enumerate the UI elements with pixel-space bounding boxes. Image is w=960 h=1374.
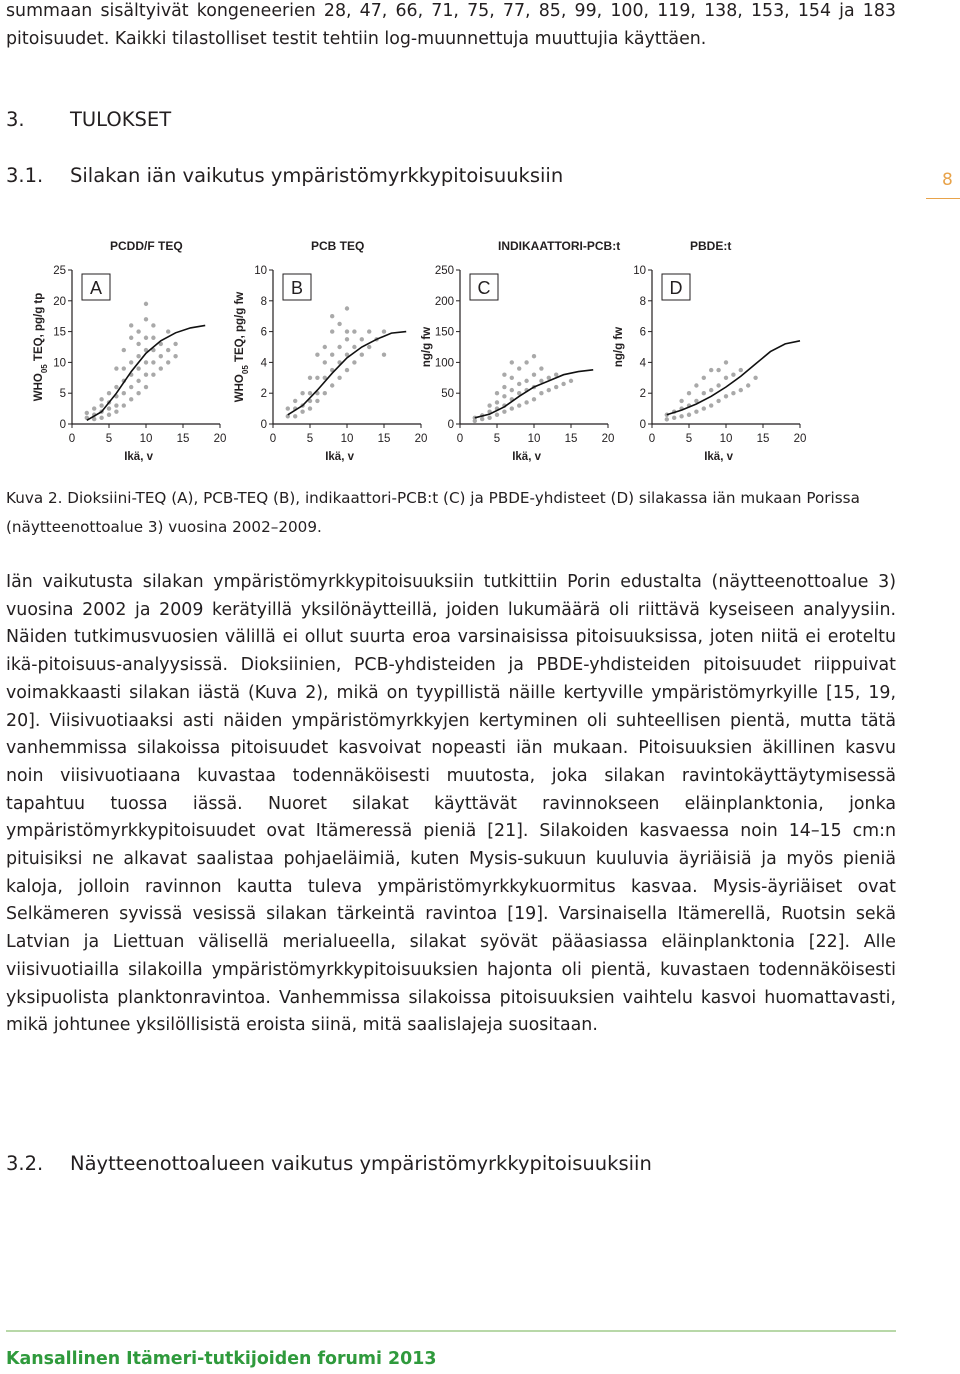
page-number-rule: [926, 198, 960, 199]
panel-d-data-point: [709, 388, 713, 392]
section-3-number: 3.: [6, 108, 25, 131]
panel-a-data-point: [136, 329, 140, 333]
panel-b-data-point: [323, 345, 327, 349]
panel-a-data-point: [122, 391, 126, 395]
panel-b-x-label: Ikä, v: [325, 451, 354, 463]
panel-b-x-tick-label: 15: [377, 433, 391, 445]
panel-b-title: PCB TEQ: [311, 239, 365, 253]
panel-c-data-point: [502, 373, 506, 377]
panel-c-x-tick-label: 0: [456, 433, 464, 445]
panel-a-y-tick-label: 5: [59, 388, 66, 401]
figure-caption: Kuva 2. Dioksiini-TEQ (A), PCB-TEQ (B), indikaattori-PCB:t (C) ja PBDE-yhdisteet (D) silakassa iän mukaan Porissa (näytteenottoalue 3) vuosina 2002–2009.: [6, 489, 860, 536]
panel-a-data-point: [85, 411, 89, 415]
panel-a-data-point: [129, 336, 133, 340]
panel-b-data-point: [300, 409, 304, 413]
panel-b-data-point: [367, 329, 371, 333]
panel-a-data-point: [107, 406, 111, 410]
panel-d-data-point: [716, 383, 720, 387]
panel-c-data-point: [524, 360, 528, 364]
panel-c-data-point: [532, 373, 536, 377]
panel-c-y-tick-label: 100: [434, 357, 454, 370]
panel-c-data-point: [517, 403, 521, 407]
section-3-title: TULOKSET: [70, 108, 172, 131]
panel-c-data-point: [487, 416, 491, 420]
panel-d-x-tick-label: 5: [685, 433, 693, 445]
panel-d-x-tick-label: 10: [719, 433, 733, 445]
panel-a-x-label: Ikä, v: [124, 451, 153, 463]
panel-b-y-tick-label: 4: [260, 357, 267, 370]
panel-d-data-point: [679, 399, 683, 403]
panel-c-x-tick-label: 10: [527, 433, 541, 445]
panel-a-data-point: [136, 391, 140, 395]
panel-a-data-point: [166, 329, 170, 333]
panel-a-data-point: [122, 348, 126, 352]
panel-a-data-point: [144, 336, 148, 340]
panel-b-data-point: [382, 353, 386, 357]
panel-d-y-tick-label: 8: [639, 295, 646, 308]
panel-a-x-tick-label: 0: [68, 433, 76, 445]
panel-c-data-point: [524, 400, 528, 404]
panel-a-data-point: [136, 354, 140, 358]
panel-d-y-tick-label: 4: [639, 357, 646, 370]
panel-a-y-tick-label: 15: [53, 326, 66, 339]
panel-d-data-point: [709, 368, 713, 372]
panel-b-data-point: [330, 353, 334, 357]
panel-c-data-point: [547, 376, 551, 380]
panel-d-data-point: [739, 368, 743, 372]
panel-b-data-point: [345, 337, 349, 341]
panel-c-data-point: [554, 385, 558, 389]
panel-a-data-point: [159, 354, 163, 358]
panel-d-data-point: [672, 416, 676, 420]
panel-a-data-point: [136, 379, 140, 383]
panel-a-y-tick-label: 25: [53, 265, 66, 277]
panel-a-data-point: [151, 373, 155, 377]
panel-c-data-point: [510, 406, 514, 410]
panel-c-data-point: [561, 382, 565, 386]
section-31-heading: [6, 164, 564, 187]
panel-d-y-tick-label: 6: [639, 326, 646, 339]
panel-c-data-point: [554, 373, 558, 377]
panel-d-data-point: [702, 391, 706, 395]
panel-c-data-point: [517, 382, 521, 386]
panel-b-data-point: [293, 414, 297, 418]
panel-a-data-point: [136, 366, 140, 370]
panel-b-data-point: [360, 337, 364, 341]
panel-c-x-tick-label: 15: [564, 433, 578, 445]
panel-b-data-point: [308, 406, 312, 410]
panel-b-data-point: [360, 353, 364, 357]
panel-d-data-point: [694, 383, 698, 387]
panel-d-data-point: [709, 403, 713, 407]
panel-b-data-point: [323, 360, 327, 364]
section-31-title: Silakan iän vaikutus ympäristömyrkkypitoisuuksiin: [70, 164, 564, 187]
panel-a-data-point: [114, 409, 118, 413]
panel-d-data-point: [731, 373, 735, 377]
panel-c-y-tick-label: 50: [441, 388, 454, 401]
panel-c-data-point: [524, 379, 528, 383]
panel-b-data-point: [337, 322, 341, 326]
panel-c-data-point: [510, 388, 514, 392]
intro-paragraph: summaan sisältyivät kongeneerien 28, 47, 66, 71, 75, 77, 85, 99, 100, 119, 138, 153, 154 ja 183 pitoisuudet. Kaikki tilastolliset testit tehtiin log-muunnettuja muuttujia käyttäen.: [6, 1, 896, 49]
panel-b-x-tick-label: 10: [340, 433, 354, 445]
panel-b-letter: B: [290, 278, 304, 298]
panel-d-x-tick-label: 20: [793, 433, 807, 445]
panel-d-letter: D: [669, 278, 683, 298]
panel-c-data-point: [532, 354, 536, 358]
panel-a-data-point: [159, 366, 163, 370]
panel-b-data-point: [300, 391, 304, 395]
panel-d-data-point: [702, 406, 706, 410]
panel-a-data-point: [151, 360, 155, 364]
panel-d-y-label: ng/g fw: [613, 326, 625, 368]
section-3-heading: [6, 108, 172, 131]
panel-a-data-point: [173, 354, 177, 358]
panel-c-data-point: [495, 391, 499, 395]
panel-a-data-point: [114, 366, 118, 370]
panel-c-data-point: [495, 400, 499, 404]
panel-c-x-tick-label: 20: [601, 433, 615, 445]
panel-a-data-point: [151, 323, 155, 327]
panel-a-data-point: [129, 385, 133, 389]
panel-d-y-tick-label: 2: [639, 388, 646, 401]
panel-d-data-point: [679, 414, 683, 418]
panel-b-y-tick-label: 10: [254, 265, 267, 277]
panel-d-data-point: [753, 376, 757, 380]
panel-d-data-point: [724, 376, 728, 380]
panel-c-y-tick-label: 0: [447, 419, 454, 431]
panel-b-fit-curve: [288, 332, 406, 415]
panel-d-data-point: [716, 368, 720, 372]
panel-a-x-tick-label: 15: [176, 433, 190, 445]
panel-b-data-point: [293, 399, 297, 403]
panel-d-y-tick-label: 0: [639, 419, 646, 431]
panel-d-data-point: [716, 399, 720, 403]
panel-b-data-point: [352, 329, 356, 333]
panel-a-data-point: [114, 385, 118, 389]
page-number: 8: [942, 170, 953, 190]
panel-a-x-tick-label: 5: [105, 433, 113, 445]
panel-d-x-tick-label: 0: [648, 433, 656, 445]
panel-a-data-point: [144, 317, 148, 321]
panel-a-data-point: [129, 360, 133, 364]
panel-c-data-point: [569, 379, 573, 383]
panel-d-data-point: [694, 409, 698, 413]
panel-c-data-point: [539, 379, 543, 383]
panel-a-data-point: [166, 360, 170, 364]
panel-c-data-point: [510, 360, 514, 364]
panel-b-y-tick-label: 0: [260, 419, 267, 431]
panel-a-data-point: [173, 342, 177, 346]
panel-c-data-point: [502, 394, 506, 398]
panel-b-y-label: $WHO_{05}$ TEQ, pg/g fw: [234, 291, 250, 403]
panel-a-x-tick-label: 20: [213, 433, 227, 445]
panel-c-letter: C: [477, 278, 491, 298]
panel-b-data-point: [337, 376, 341, 380]
panel-c-y-tick-label: 250: [434, 265, 454, 277]
panel-a-y-label: $WHO_{05}$ TEQ, pg/g tp: [33, 292, 49, 402]
figure-kuva-2: [20, 232, 840, 472]
panel-a-letter: A: [89, 278, 103, 298]
section-32-number: 3.2.: [6, 1152, 44, 1175]
panel-c-data-point: [547, 388, 551, 392]
panel-a-data-point: [151, 336, 155, 340]
panel-c-data-point: [539, 366, 543, 370]
panel-a-x-tick-label: 10: [139, 433, 153, 445]
panel-c-y-label: ng/g fw: [421, 326, 433, 368]
body-paragraph: Iän vaikutusta silakan ympäristömyrkkypitoisuuksiin tutkittiin Porin edustalta (näytteenottoalue 3) vuosina 2002 ja 2009 kerätyillä yksilönäytteillä, joiden lukumäärä oli riittävä kyseiseen analyysiin. Näiden tutkimusvuosien välillä ei ollut suurta eroa varsinaisissa pitoisuuksissa, joten niitä ei eroteltu ikä-pitoisuus-analyysissä. Dioksiinien, PCB-yhdisteiden ja PBDE-yhdisteiden pitoisuudet riippuivat voimakkaasti silakan iästä (Kuva 2), mikä on tyypillistä näille kertyville ympäristömyrkyille [15, 19, 20]. Viisivuotiaaksi asti näiden ympäristömyrkkyjen kertyminen oli suhteellisen pientä, mutta tätä vanhemmissa silakoissa pitoisuudet kasvoivat nopeasti iän mukaan. Pitoisuuksien äkillinen kasvu noin viisivuotiaana kuvastaa todennäköisesti muutosta, joka silakan ravintokäyttäytymisessä tapahtuu tuossa iässä. Nuoret silakat käyttävät ravinnokseen eläinplanktonia, jonka ympäristömyrkkypitoisuudet ovat Itämeressä pieniä [21]. Silakoiden kasvaessa noin 14–15 cm:n pituisiksi ne alkavat saalistaa pohjaeläimiä, kuten Mysis-sukuun kuuluvia äyriäisiä ja myös pieniä kaloja, jolloin ravinnon kautta tuleva ympäristömyrkkykuormitus kasvaa. Mysis-äyriäiset ovat Selkämeren syvissä vesissä silakan tärkeintä ravintoa [19]. Varsinaisella Itämerellä, Ruotsin sekä Latvian ja Liettuan välisellä merialueella, silakat syövät pääasiassa eläinplanktonia [22]. Alle viisivuotiailla silakoilla ympäristömyrkkypitoisuuksien hajonta oli pientä, kuvastaen todennäköisesti yksipuolista planktonravintoa. Vanhemmissa silakoissa pitoisuuksien vaihtelu kasvoi huomattavasti, mikä johtunee yksilöllisistä eroista siinä, mitä saalislajeja suositaan.: [6, 572, 896, 1036]
panel-c-fit-curve: [475, 370, 593, 418]
panel-b-data-point: [286, 406, 290, 410]
panel-c-x-label: Ikä, v: [512, 451, 541, 463]
panel-a-title: PCDD/F TEQ: [110, 239, 183, 253]
panel-a-data-point: [144, 360, 148, 364]
footer-rule: [6, 1330, 896, 1332]
panel-d-data-point: [731, 391, 735, 395]
panel-b-data-point: [337, 345, 341, 349]
panel-b-data-point: [367, 345, 371, 349]
panel-c-data-point: [510, 376, 514, 380]
panel-a-data-point: [122, 403, 126, 407]
panel-d-title: PBDE:t: [690, 239, 732, 253]
panel-b-data-point: [352, 345, 356, 349]
panel-c-data-point: [539, 391, 543, 395]
panel-c-data-point: [502, 385, 506, 389]
panel-d-x-label: Ikä, v: [704, 451, 733, 463]
panel-d-data-point: [702, 376, 706, 380]
panel-d-data-point: [665, 417, 669, 421]
panel-c-data-point: [517, 366, 521, 370]
panel-a-data-point: [144, 385, 148, 389]
panel-a-y-tick-label: 10: [53, 357, 66, 370]
panel-b-data-point: [352, 360, 356, 364]
panel-a-data-point: [129, 323, 133, 327]
panel-d-data-point: [739, 388, 743, 392]
panel-b-data-point: [308, 391, 312, 395]
panel-b-data-point: [330, 314, 334, 318]
panel-a-data-point: [92, 406, 96, 410]
panel-b-data-point: [382, 329, 386, 333]
panel-d-data-point: [687, 413, 691, 417]
panel-c-y-tick-label: 150: [434, 326, 454, 339]
panel-a-data-point: [99, 403, 103, 407]
panel-d-data-point: [746, 383, 750, 387]
panel-d-data-point: [724, 360, 728, 364]
panel-d-y-tick-label: 10: [633, 265, 646, 277]
panel-a-data-point: [107, 413, 111, 417]
section-31-number: 3.1.: [6, 164, 44, 187]
panel-d-x-tick-label: 15: [756, 433, 770, 445]
panel-a-data-point: [129, 397, 133, 401]
panel-a-data-point: [166, 348, 170, 352]
panel-a-data-point: [122, 366, 126, 370]
panel-a-data-point: [114, 403, 118, 407]
panel-a-data-point: [144, 373, 148, 377]
panel-a-data-point: [107, 391, 111, 395]
panel-a-data-point: [99, 397, 103, 401]
section-32-heading: [6, 1152, 652, 1175]
panel-b-y-tick-label: 8: [260, 295, 267, 308]
panel-a-y-tick-label: 0: [59, 419, 66, 431]
panel-b-x-tick-label: 0: [269, 433, 277, 445]
panel-c-data-point: [495, 413, 499, 417]
panel-b-data-point: [330, 383, 334, 387]
panel-a-data-point: [136, 342, 140, 346]
panel-b-data-point: [315, 376, 319, 380]
panel-b-data-point: [345, 368, 349, 372]
panel-b-x-tick-label: 20: [414, 433, 428, 445]
section-32-title: Näytteenottoalueen vaikutus ympäristömyrkkypitoisuuksiin: [70, 1152, 652, 1175]
panel-c-title: INDIKAATTORI-PCB:t: [498, 239, 621, 253]
panel-c-x-tick-label: 5: [493, 433, 501, 445]
panel-b-data-point: [315, 399, 319, 403]
footer-text: Kansallinen Itämeri-tutkijoiden forumi 2013: [6, 1349, 437, 1369]
panel-d-data-point: [687, 391, 691, 395]
panel-d-fit-curve: [667, 341, 800, 415]
panel-a-y-tick-label: 20: [53, 295, 66, 308]
panel-d-data-point: [724, 394, 728, 398]
panel-b-data-point: [308, 376, 312, 380]
panel-b-y-tick-label: 6: [260, 326, 267, 339]
panel-b-data-point: [345, 329, 349, 333]
panel-b-data-point: [323, 391, 327, 395]
panel-b-data-point: [315, 353, 319, 357]
panel-a-data-point: [144, 302, 148, 306]
panel-b-data-point: [345, 306, 349, 310]
panel-b-data-point: [330, 329, 334, 333]
panel-b-x-tick-label: 5: [306, 433, 314, 445]
panel-c-y-tick-label: 200: [434, 295, 454, 308]
panel-c-data-point: [532, 397, 536, 401]
panel-c-data-point: [487, 403, 491, 407]
panel-b-y-tick-label: 2: [260, 388, 267, 401]
panel-c-data-point: [502, 409, 506, 413]
panel-a-data-point: [99, 416, 103, 420]
